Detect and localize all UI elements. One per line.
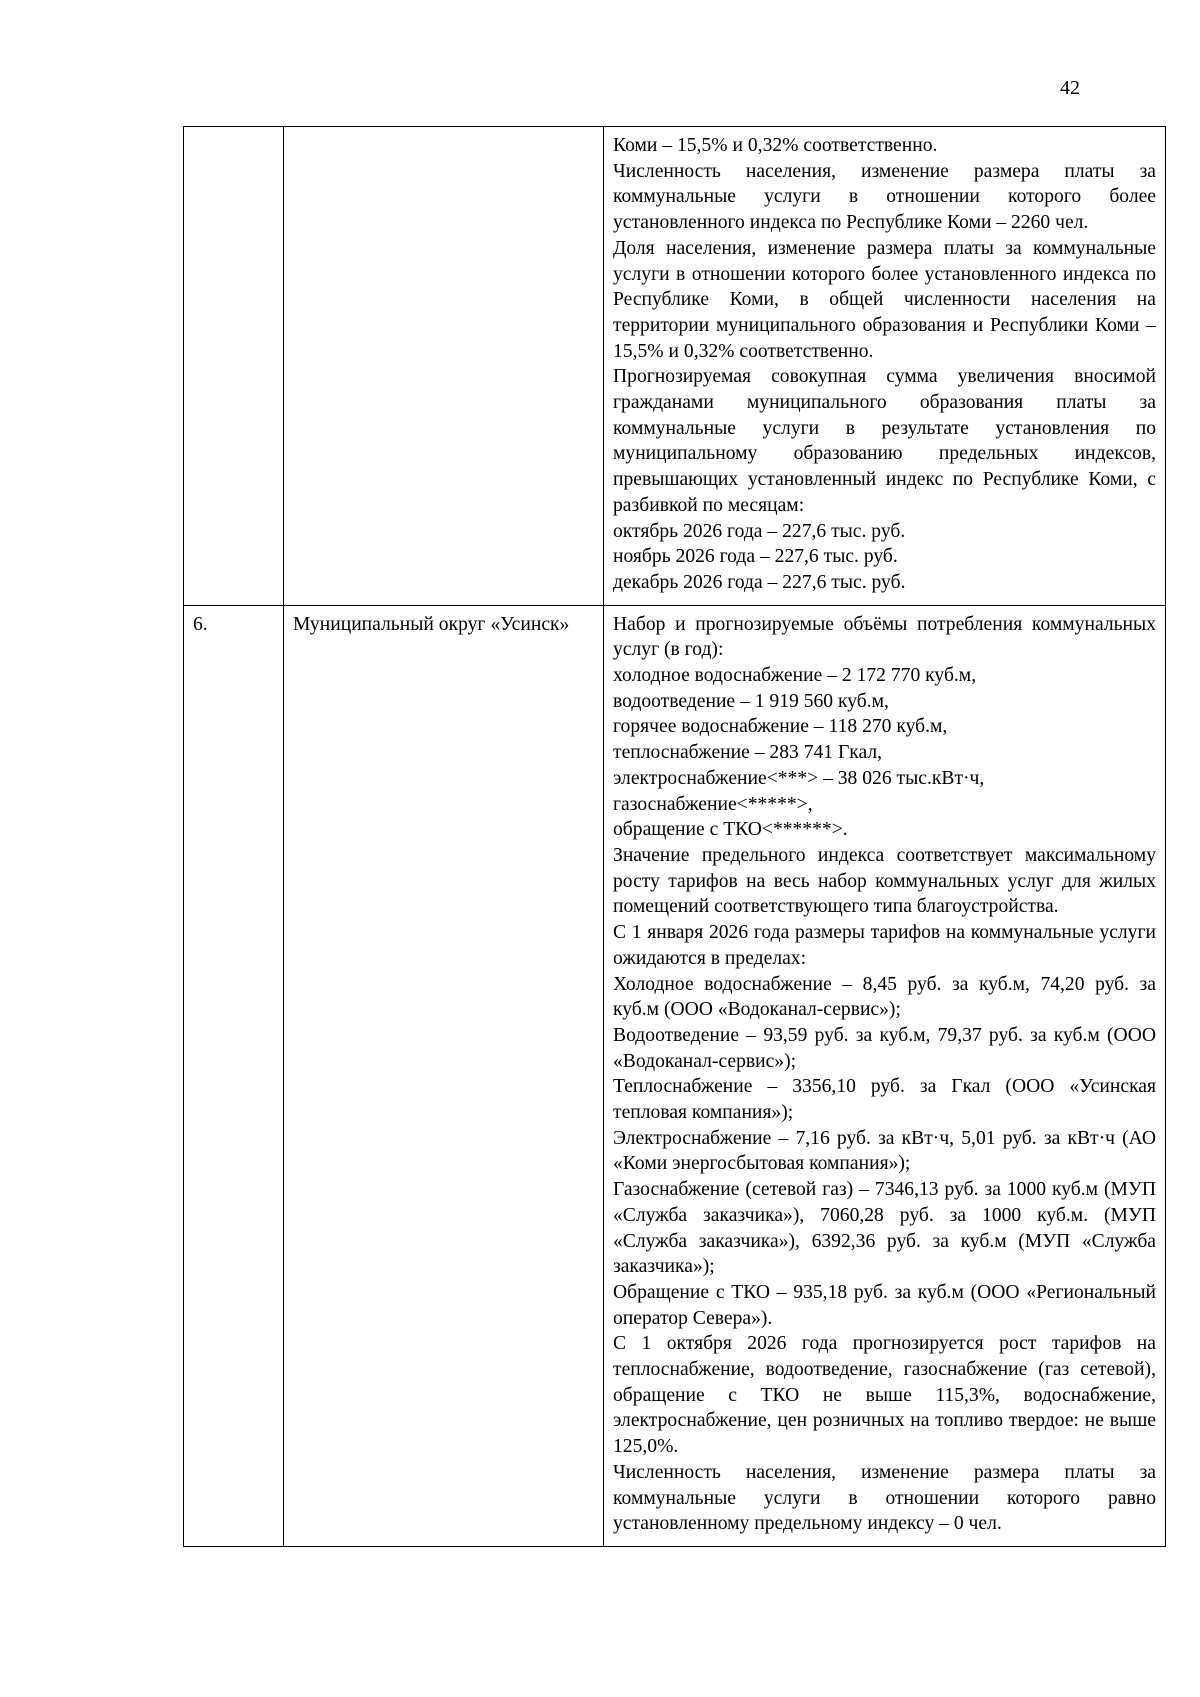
- paragraph: С 1 января 2026 года размеры тарифов на коммунальные услуги ожидаются в пределах:: [613, 922, 1156, 969]
- paragraph: октябрь 2026 года – 227,6 тыс. руб.: [613, 520, 906, 542]
- municipality-cell: Муниципальный округ «Усинск»: [284, 605, 604, 1546]
- paragraph: горячее водоснабжение – 118 270 куб.м,: [613, 716, 948, 738]
- paragraph: ноябрь 2026 года – 227,6 тыс. руб.: [613, 546, 898, 568]
- row-number-cell: [184, 127, 284, 606]
- paragraph: газоснабжение<*****>,: [613, 793, 813, 815]
- paragraph: обращение с ТКО<******>.: [613, 819, 848, 841]
- row-number-cell: 6.: [184, 605, 284, 1546]
- indices-table: [183, 126, 1166, 1547]
- paragraph: Обращение с ТКО – 935,18 руб. за куб.м (ООО «Региональный оператор Севера»).: [613, 1281, 1156, 1329]
- paragraph: Прогнозируемая совокупная сумма увеличения вносимой гражданами муниципального образования платы за коммунальные услуги в результате установления по муниципальному образованию предельных индексов, превышающих установленный индекс по Республике Коми, с разбивкой по месяцам:: [613, 366, 1156, 516]
- paragraph: Коми – 15,5% и 0,32% соответственно.: [613, 135, 938, 156]
- paragraph: водоотведение – 1 919 560 куб.м,: [613, 690, 889, 712]
- paragraph: Значение предельного индекса соответствует максимальному росту тарифов на весь набор коммунальных услуг для жилых помещений соответствующего типа благоустройства.: [613, 844, 1156, 918]
- paragraph: Численность населения, изменение размера платы за коммунальные услуги в отношении которого более установленного индекса по Республике Коми – 2260 чел.: [613, 160, 1156, 234]
- paragraph: Численность населения, изменение размера платы за коммунальные услуги в отношении которого равно установленному предельному индексу – 0 чел.: [613, 1461, 1156, 1535]
- description-cell: [604, 127, 1166, 606]
- table-row: [184, 605, 1166, 1546]
- paragraph: Теплоснабжение – 3356,10 руб. за Гкал (ООО «Усинская тепловая компания»);: [613, 1076, 1156, 1124]
- paragraph: Набор и прогнозируемые объёмы потребления коммунальных услуг (в год):: [613, 613, 1156, 661]
- paragraph: Холодное водоснабжение – 8,45 руб. за куб.м, 74,20 руб. за куб.м (ООО «Водоканал-сервис»);: [613, 973, 1156, 1021]
- paragraph: холодное водоснабжение – 2 172 770 куб.м,: [613, 665, 977, 687]
- page-number: 42: [1060, 77, 1080, 99]
- paragraph: Водоотведение – 93,59 руб. за куб.м, 79,37 руб. за куб.м (ООО «Водоканал-сервис»);: [613, 1024, 1156, 1072]
- paragraph: теплоснабжение – 283 741 Гкал,: [613, 742, 883, 764]
- paragraph: С 1 октября 2026 года прогнозируется рост тарифов на теплоснабжение, водоотведение, газоснабжение (газ сетевой), обращение с ТКО не выше 115,3%, водоснабжение, электроснабжение, цен розничных на топливо твердое: не выше 125,0%.: [613, 1333, 1156, 1458]
- paragraph: Доля населения, изменение размера платы за коммунальные услуги в отношении которого более установленного индекса по Республике Коми, в общей численности населения на территории муниципального образования и Республики Коми – 15,5% и 0,32% соответственно.: [613, 237, 1156, 362]
- paragraph: декабрь 2026 года – 227,6 тыс. руб.: [613, 571, 906, 593]
- municipality-cell: [284, 127, 604, 606]
- paragraph: Газоснабжение (сетевой газ) – 7346,13 руб. за 1000 куб.м (МУП «Служба заказчика»), 7060,28 руб. за 1000 куб.м. (МУП «Служба заказчика»), 6392,36 руб. за куб.м (МУП «Служба заказчика»);: [613, 1179, 1156, 1278]
- description-cell: [604, 605, 1166, 1546]
- table-row: [184, 127, 1166, 606]
- paragraph: электроснабжение<***> – 38 026 тыс.кВт·ч,: [613, 767, 985, 789]
- paragraph: Электроснабжение – 7,16 руб. за кВт·ч, 5,01 руб. за кВт·ч (АО «Коми энергосбытовая компания»);: [613, 1127, 1156, 1175]
